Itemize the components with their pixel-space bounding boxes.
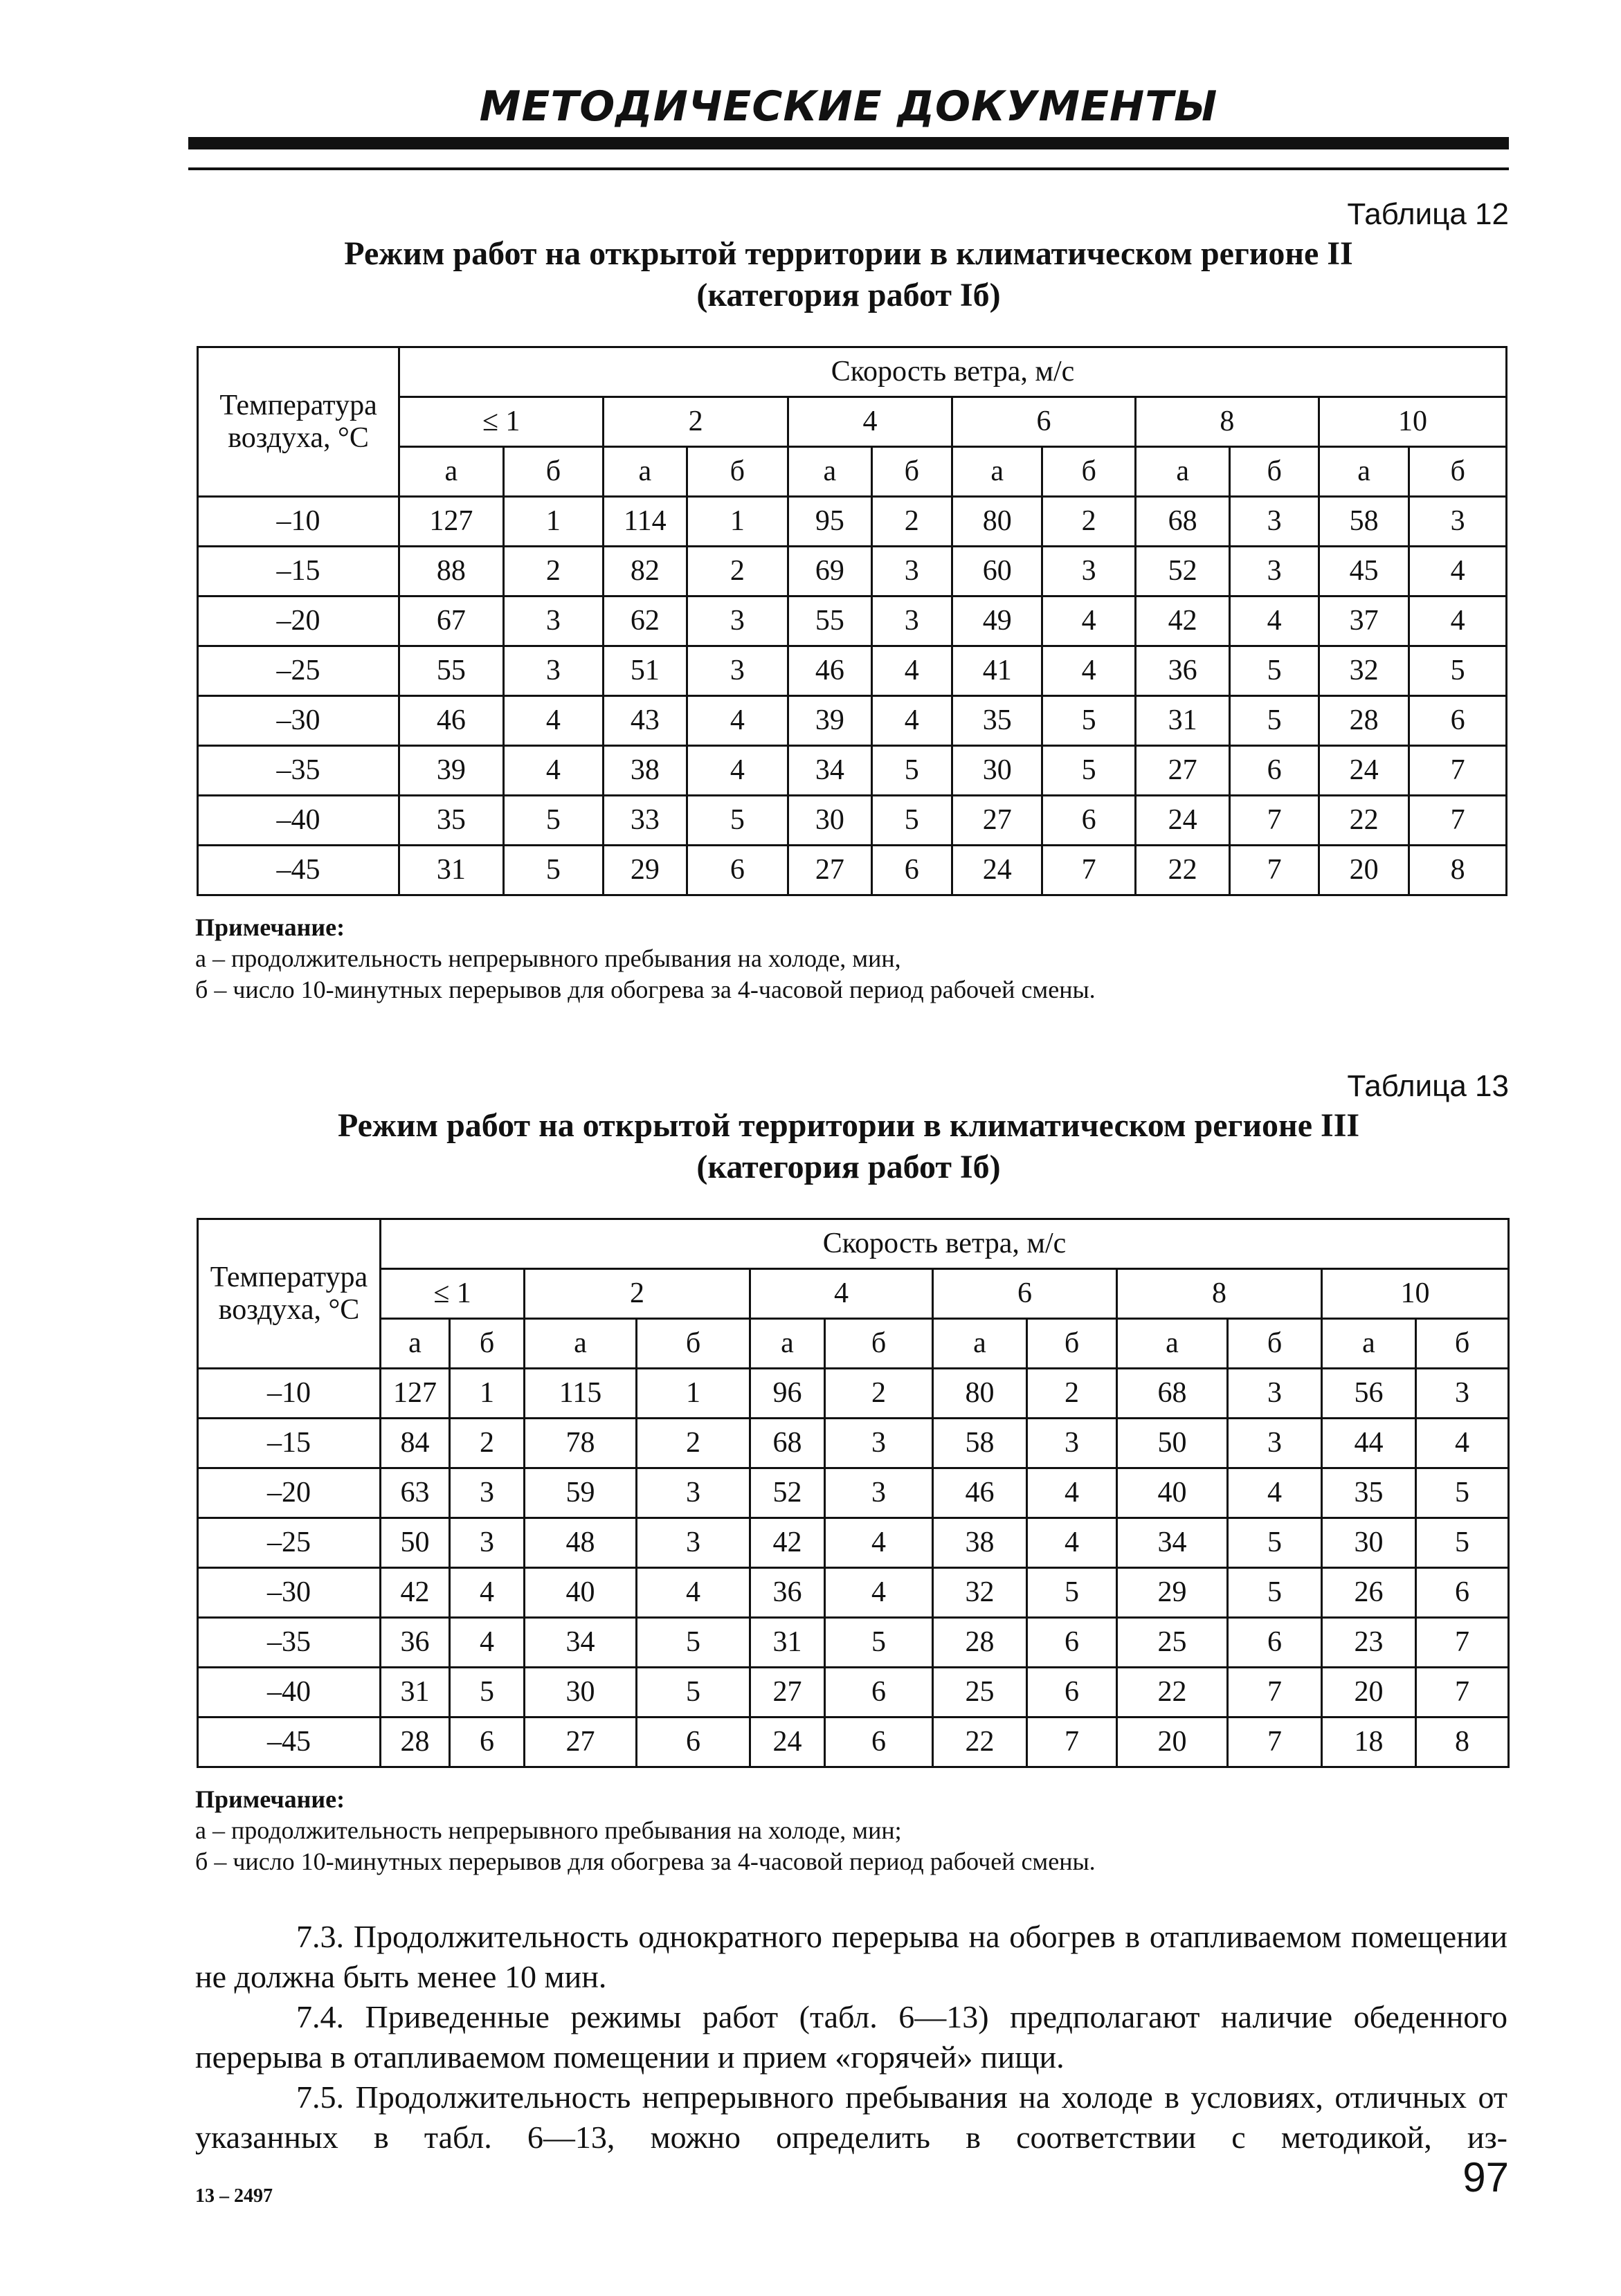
table-row: [198, 596, 1507, 646]
value-cell: 3: [1230, 547, 1319, 596]
value-cell: 6: [1409, 696, 1507, 746]
value-cell: 46: [788, 646, 871, 696]
table-13-note: [195, 1784, 1510, 1877]
value-cell: 1: [450, 1369, 525, 1419]
value-cell: 34: [788, 746, 871, 796]
table-row: [198, 696, 1507, 746]
table-row: [198, 1618, 1509, 1668]
value-cell: 38: [604, 746, 687, 796]
temperature-cell: –45: [198, 846, 399, 895]
value-cell: 40: [1117, 1468, 1228, 1518]
body-text: [195, 1917, 1507, 2158]
table-row: [198, 846, 1507, 895]
sub-header-a: а: [788, 447, 871, 497]
value-cell: 50: [1117, 1419, 1228, 1468]
value-cell: 6: [1416, 1568, 1509, 1618]
value-cell: 5: [503, 846, 604, 895]
value-cell: 2: [637, 1419, 750, 1468]
value-cell: 48: [525, 1518, 637, 1568]
table-row: [198, 796, 1507, 846]
header-rule-thin: [188, 167, 1509, 170]
value-cell: 4: [450, 1618, 525, 1668]
table-13: [197, 1218, 1510, 1768]
sub-header-b: б: [1416, 1319, 1509, 1369]
value-cell: 1: [503, 497, 604, 547]
value-cell: 6: [1027, 1668, 1117, 1718]
sub-header-a: а: [1117, 1319, 1228, 1369]
temperature-cell: –10: [198, 1369, 381, 1419]
table-row: [198, 497, 1507, 547]
value-cell: 42: [750, 1518, 825, 1568]
value-cell: 3: [1228, 1419, 1322, 1468]
value-cell: 5: [1228, 1568, 1322, 1618]
value-cell: 67: [399, 596, 504, 646]
value-cell: 22: [933, 1718, 1027, 1767]
value-cell: 3: [1409, 497, 1507, 547]
value-cell: 3: [637, 1518, 750, 1568]
value-cell: 2: [687, 547, 788, 596]
value-cell: 127: [399, 497, 504, 547]
value-cell: 1: [687, 497, 788, 547]
value-cell: 31: [750, 1618, 825, 1668]
value-cell: 63: [381, 1468, 450, 1518]
value-cell: 68: [1117, 1369, 1228, 1419]
value-cell: 36: [381, 1618, 450, 1668]
value-cell: 4: [687, 696, 788, 746]
sub-header-a: а: [1319, 447, 1409, 497]
value-cell: 2: [503, 547, 604, 596]
value-cell: 68: [1135, 497, 1230, 547]
value-cell: 50: [381, 1518, 450, 1568]
temperature-cell: –15: [198, 547, 399, 596]
value-cell: 3: [1042, 547, 1135, 596]
value-cell: 46: [399, 696, 504, 746]
table-row: [198, 1419, 1509, 1468]
value-cell: 4: [825, 1518, 933, 1568]
value-cell: 58: [1319, 497, 1409, 547]
value-cell: 55: [399, 646, 504, 696]
print-code: 13 – 2497: [195, 2185, 273, 2207]
value-cell: 27: [952, 796, 1042, 846]
value-cell: 3: [450, 1468, 525, 1518]
value-cell: 4: [871, 696, 952, 746]
value-cell: 26: [1322, 1568, 1416, 1618]
page-number: 97: [1462, 2154, 1509, 2201]
value-cell: 25: [933, 1668, 1027, 1718]
value-cell: 4: [1409, 547, 1507, 596]
value-cell: 4: [1027, 1468, 1117, 1518]
table-row: [198, 1668, 1509, 1718]
value-cell: 95: [788, 497, 871, 547]
sub-header-b: б: [637, 1319, 750, 1369]
value-cell: 30: [952, 746, 1042, 796]
temperature-cell: –30: [198, 696, 399, 746]
value-cell: 60: [952, 547, 1042, 596]
value-cell: 4: [825, 1568, 933, 1618]
value-cell: 36: [750, 1568, 825, 1618]
note-b: б – число 10-минутных перерывов для обогрева за 4-часовой период рабочей смены.: [195, 1848, 1096, 1875]
wind-speed-column: ≤ 1: [381, 1269, 525, 1319]
value-cell: 4: [637, 1568, 750, 1618]
value-cell: 34: [1117, 1518, 1228, 1568]
value-cell: 3: [637, 1468, 750, 1518]
value-cell: 6: [871, 846, 952, 895]
value-cell: 4: [687, 746, 788, 796]
table-row: [198, 1718, 1509, 1767]
value-cell: 24: [750, 1718, 825, 1767]
table-row: [198, 547, 1507, 596]
value-cell: 5: [1042, 746, 1135, 796]
value-cell: 3: [825, 1419, 933, 1468]
sub-header-a: а: [1135, 447, 1230, 497]
value-cell: 3: [1230, 497, 1319, 547]
value-cell: 7: [1230, 796, 1319, 846]
running-header: МЕТОДИЧЕСКИЕ ДОКУМЕНТЫ: [479, 82, 1218, 131]
temperature-cell: –10: [198, 497, 399, 547]
sub-header-b: б: [1027, 1319, 1117, 1369]
value-cell: 28: [381, 1718, 450, 1767]
wind-speed-column: 6: [952, 397, 1135, 447]
value-cell: 5: [1409, 646, 1507, 696]
sub-header-b: б: [503, 447, 604, 497]
table-row: [198, 1518, 1509, 1568]
wind-speed-header: Скорость ветра, м/с: [399, 347, 1507, 397]
value-cell: 5: [450, 1668, 525, 1718]
value-cell: 30: [525, 1668, 637, 1718]
sub-header-a: а: [750, 1319, 825, 1369]
value-cell: 84: [381, 1419, 450, 1468]
value-cell: 78: [525, 1419, 637, 1468]
value-cell: 80: [933, 1369, 1027, 1419]
temperature-header: Температура воздуха, °С: [198, 347, 399, 497]
value-cell: 4: [503, 746, 604, 796]
sub-header-b: б: [1409, 447, 1507, 497]
value-cell: 24: [1319, 746, 1409, 796]
value-cell: 3: [450, 1518, 525, 1568]
value-cell: 3: [1027, 1419, 1117, 1468]
temperature-cell: –40: [198, 1668, 381, 1718]
sub-header-a: а: [525, 1319, 637, 1369]
wind-speed-column: 4: [788, 397, 952, 447]
value-cell: 29: [1117, 1568, 1228, 1618]
value-cell: 46: [933, 1468, 1027, 1518]
temperature-cell: –25: [198, 1518, 381, 1568]
value-cell: 7: [1027, 1718, 1117, 1767]
sub-header-b: б: [825, 1319, 933, 1369]
sub-header-b: б: [871, 447, 952, 497]
value-cell: 5: [1027, 1568, 1117, 1618]
note-a: а – продолжительность непрерывного пребывания на холоде, мин;: [195, 1816, 902, 1844]
value-cell: 5: [871, 796, 952, 846]
value-cell: 2: [871, 497, 952, 547]
value-cell: 3: [687, 596, 788, 646]
wind-speed-column: 10: [1322, 1269, 1509, 1319]
table-12-note: [195, 912, 1510, 1005]
value-cell: 5: [1230, 646, 1319, 696]
value-cell: 4: [1042, 646, 1135, 696]
value-cell: 22: [1117, 1668, 1228, 1718]
value-cell: 32: [933, 1568, 1027, 1618]
note-label: Примечание:: [195, 1785, 345, 1813]
value-cell: 62: [604, 596, 687, 646]
value-cell: 4: [503, 696, 604, 746]
value-cell: 5: [637, 1618, 750, 1668]
sub-header-a: а: [604, 447, 687, 497]
value-cell: 43: [604, 696, 687, 746]
value-cell: 52: [750, 1468, 825, 1518]
value-cell: 3: [503, 596, 604, 646]
value-cell: 27: [788, 846, 871, 895]
value-cell: 4: [1228, 1468, 1322, 1518]
value-cell: 5: [1042, 696, 1135, 746]
paragraph-7-3: 7.3. Продолжительность однократного перерыва на обогрев в отапливаемом помещении не должна быть менее 10 мин.: [195, 1919, 1507, 1994]
value-cell: 115: [525, 1369, 637, 1419]
value-cell: 2: [825, 1369, 933, 1419]
table-row: [198, 646, 1507, 696]
sub-header-b: б: [687, 447, 788, 497]
value-cell: 7: [1409, 746, 1507, 796]
value-cell: 52: [1135, 547, 1230, 596]
value-cell: 18: [1322, 1718, 1416, 1767]
value-cell: 6: [1027, 1618, 1117, 1668]
value-cell: 5: [825, 1618, 933, 1668]
temperature-cell: –35: [198, 1618, 381, 1668]
temperature-cell: –30: [198, 1568, 381, 1618]
value-cell: 96: [750, 1369, 825, 1419]
table-12-subtitle: (категория работ Iб): [696, 277, 1001, 313]
table-row: [198, 1369, 1509, 1419]
value-cell: 3: [687, 646, 788, 696]
table-row: [198, 1468, 1509, 1518]
sub-header-a: а: [952, 447, 1042, 497]
paragraph-7-5: 7.5. Продолжительность непрерывного пребывания на холоде в условиях, отличных от указанных в табл. 6—13, можно определить в соответствии с методикой, из-: [195, 2079, 1507, 2155]
value-cell: 6: [825, 1668, 933, 1718]
paragraph-7-4: 7.4. Приведенные режимы работ (табл. 6—13) предполагают наличие обеденного перерыва в отапливаемом помещении и прием «горячей» пищи.: [195, 1999, 1507, 2075]
value-cell: 45: [1319, 547, 1409, 596]
value-cell: 127: [381, 1369, 450, 1419]
value-cell: 29: [604, 846, 687, 895]
value-cell: 28: [1319, 696, 1409, 746]
value-cell: 5: [1230, 696, 1319, 746]
temperature-cell: –20: [198, 1468, 381, 1518]
value-cell: 30: [1322, 1518, 1416, 1568]
value-cell: 69: [788, 547, 871, 596]
value-cell: 4: [1409, 596, 1507, 646]
value-cell: 49: [952, 596, 1042, 646]
value-cell: 39: [788, 696, 871, 746]
value-cell: 4: [1027, 1518, 1117, 1568]
value-cell: 7: [1416, 1668, 1509, 1718]
value-cell: 2: [450, 1419, 525, 1468]
wind-speed-column: ≤ 1: [399, 397, 604, 447]
value-cell: 114: [604, 497, 687, 547]
note-label: Примечание:: [195, 913, 345, 941]
sub-header-b: б: [1228, 1319, 1322, 1369]
value-cell: 4: [871, 646, 952, 696]
temperature-cell: –35: [198, 746, 399, 796]
value-cell: 20: [1117, 1718, 1228, 1767]
value-cell: 6: [450, 1718, 525, 1767]
wind-speed-column: 2: [525, 1269, 750, 1319]
temperature-cell: –20: [198, 596, 399, 646]
value-cell: 39: [399, 746, 504, 796]
sub-header-a: а: [933, 1319, 1027, 1369]
value-cell: 35: [952, 696, 1042, 746]
value-cell: 28: [933, 1618, 1027, 1668]
value-cell: 68: [750, 1419, 825, 1468]
value-cell: 51: [604, 646, 687, 696]
value-cell: 6: [637, 1718, 750, 1767]
value-cell: 7: [1230, 846, 1319, 895]
value-cell: 6: [1042, 796, 1135, 846]
value-cell: 20: [1322, 1668, 1416, 1718]
value-cell: 5: [1416, 1518, 1509, 1568]
value-cell: 7: [1228, 1668, 1322, 1718]
temperature-cell: –25: [198, 646, 399, 696]
value-cell: 37: [1319, 596, 1409, 646]
wind-speed-column: 8: [1117, 1269, 1322, 1319]
value-cell: 31: [381, 1668, 450, 1718]
note-b: б – число 10-минутных перерывов для обогрева за 4-часовой период рабочей смены.: [195, 976, 1096, 1003]
value-cell: 31: [1135, 696, 1230, 746]
value-cell: 56: [1322, 1369, 1416, 1419]
temperature-header: Температура воздуха, °С: [198, 1219, 381, 1369]
value-cell: 41: [952, 646, 1042, 696]
value-cell: 7: [1042, 846, 1135, 895]
table-13-caption: Таблица 13: [1347, 1069, 1509, 1103]
wind-speed-column: 8: [1135, 397, 1319, 447]
value-cell: 4: [1042, 596, 1135, 646]
value-cell: 6: [825, 1718, 933, 1767]
value-cell: 23: [1322, 1618, 1416, 1668]
value-cell: 55: [788, 596, 871, 646]
value-cell: 5: [871, 746, 952, 796]
value-cell: 7: [1228, 1718, 1322, 1767]
temperature-cell: –15: [198, 1419, 381, 1468]
value-cell: 2: [1027, 1369, 1117, 1419]
value-cell: 3: [871, 596, 952, 646]
value-cell: 22: [1135, 846, 1230, 895]
value-cell: 42: [381, 1568, 450, 1618]
wind-speed-column: 6: [933, 1269, 1117, 1319]
value-cell: 30: [788, 796, 871, 846]
sub-header-a: а: [399, 447, 504, 497]
value-cell: 25: [1117, 1618, 1228, 1668]
value-cell: 24: [1135, 796, 1230, 846]
table-12-title: Режим работ на открытой территории в климатическом регионе II: [344, 235, 1353, 272]
value-cell: 32: [1319, 646, 1409, 696]
value-cell: 3: [825, 1468, 933, 1518]
value-cell: 36: [1135, 646, 1230, 696]
value-cell: 27: [525, 1718, 637, 1767]
value-cell: 7: [1409, 796, 1507, 846]
value-cell: 20: [1319, 846, 1409, 895]
sub-header-b: б: [450, 1319, 525, 1369]
value-cell: 35: [399, 796, 504, 846]
value-cell: 3: [503, 646, 604, 696]
value-cell: 3: [1228, 1369, 1322, 1419]
sub-header-b: б: [1230, 447, 1319, 497]
value-cell: 6: [1228, 1618, 1322, 1668]
wind-speed-column: 10: [1319, 397, 1506, 447]
value-cell: 31: [399, 846, 504, 895]
wind-speed-column: 2: [604, 397, 788, 447]
wind-speed-header: Скорость ветра, м/с: [381, 1219, 1509, 1269]
table-row: [198, 746, 1507, 796]
value-cell: 5: [1228, 1518, 1322, 1568]
value-cell: 6: [1230, 746, 1319, 796]
value-cell: 5: [637, 1668, 750, 1718]
value-cell: 22: [1319, 796, 1409, 846]
value-cell: 27: [1135, 746, 1230, 796]
value-cell: 5: [1416, 1468, 1509, 1518]
value-cell: 1: [637, 1369, 750, 1419]
value-cell: 58: [933, 1419, 1027, 1468]
table-12: [197, 346, 1507, 896]
value-cell: 8: [1416, 1718, 1509, 1767]
table-13-subtitle: (категория работ Iб): [696, 1149, 1001, 1185]
value-cell: 82: [604, 547, 687, 596]
value-cell: 42: [1135, 596, 1230, 646]
value-cell: 6: [687, 846, 788, 895]
value-cell: 34: [525, 1618, 637, 1668]
value-cell: 33: [604, 796, 687, 846]
value-cell: 5: [687, 796, 788, 846]
value-cell: 80: [952, 497, 1042, 547]
sub-header-a: а: [381, 1319, 450, 1369]
sub-header-a: а: [1322, 1319, 1416, 1369]
value-cell: 3: [1416, 1369, 1509, 1419]
value-cell: 59: [525, 1468, 637, 1518]
table-12-caption: Таблица 12: [1347, 197, 1509, 231]
value-cell: 24: [952, 846, 1042, 895]
sub-header-b: б: [1042, 447, 1135, 497]
value-cell: 4: [1230, 596, 1319, 646]
value-cell: 8: [1409, 846, 1507, 895]
table-13-title: Режим работ на открытой территории в климатическом регионе III: [337, 1107, 1360, 1144]
value-cell: 88: [399, 547, 504, 596]
value-cell: 40: [525, 1568, 637, 1618]
value-cell: 4: [450, 1568, 525, 1618]
value-cell: 27: [750, 1668, 825, 1718]
value-cell: 5: [503, 796, 604, 846]
value-cell: 44: [1322, 1419, 1416, 1468]
table-row: [198, 1568, 1509, 1618]
note-a: а – продолжительность непрерывного пребывания на холоде, мин,: [195, 945, 901, 972]
wind-speed-column: 4: [750, 1269, 933, 1319]
value-cell: 2: [1042, 497, 1135, 547]
value-cell: 3: [871, 547, 952, 596]
temperature-cell: –40: [198, 796, 399, 846]
value-cell: 35: [1322, 1468, 1416, 1518]
temperature-cell: –45: [198, 1718, 381, 1767]
header-rule-thick: [188, 137, 1509, 149]
value-cell: 38: [933, 1518, 1027, 1568]
value-cell: 4: [1416, 1419, 1509, 1468]
value-cell: 7: [1416, 1618, 1509, 1668]
